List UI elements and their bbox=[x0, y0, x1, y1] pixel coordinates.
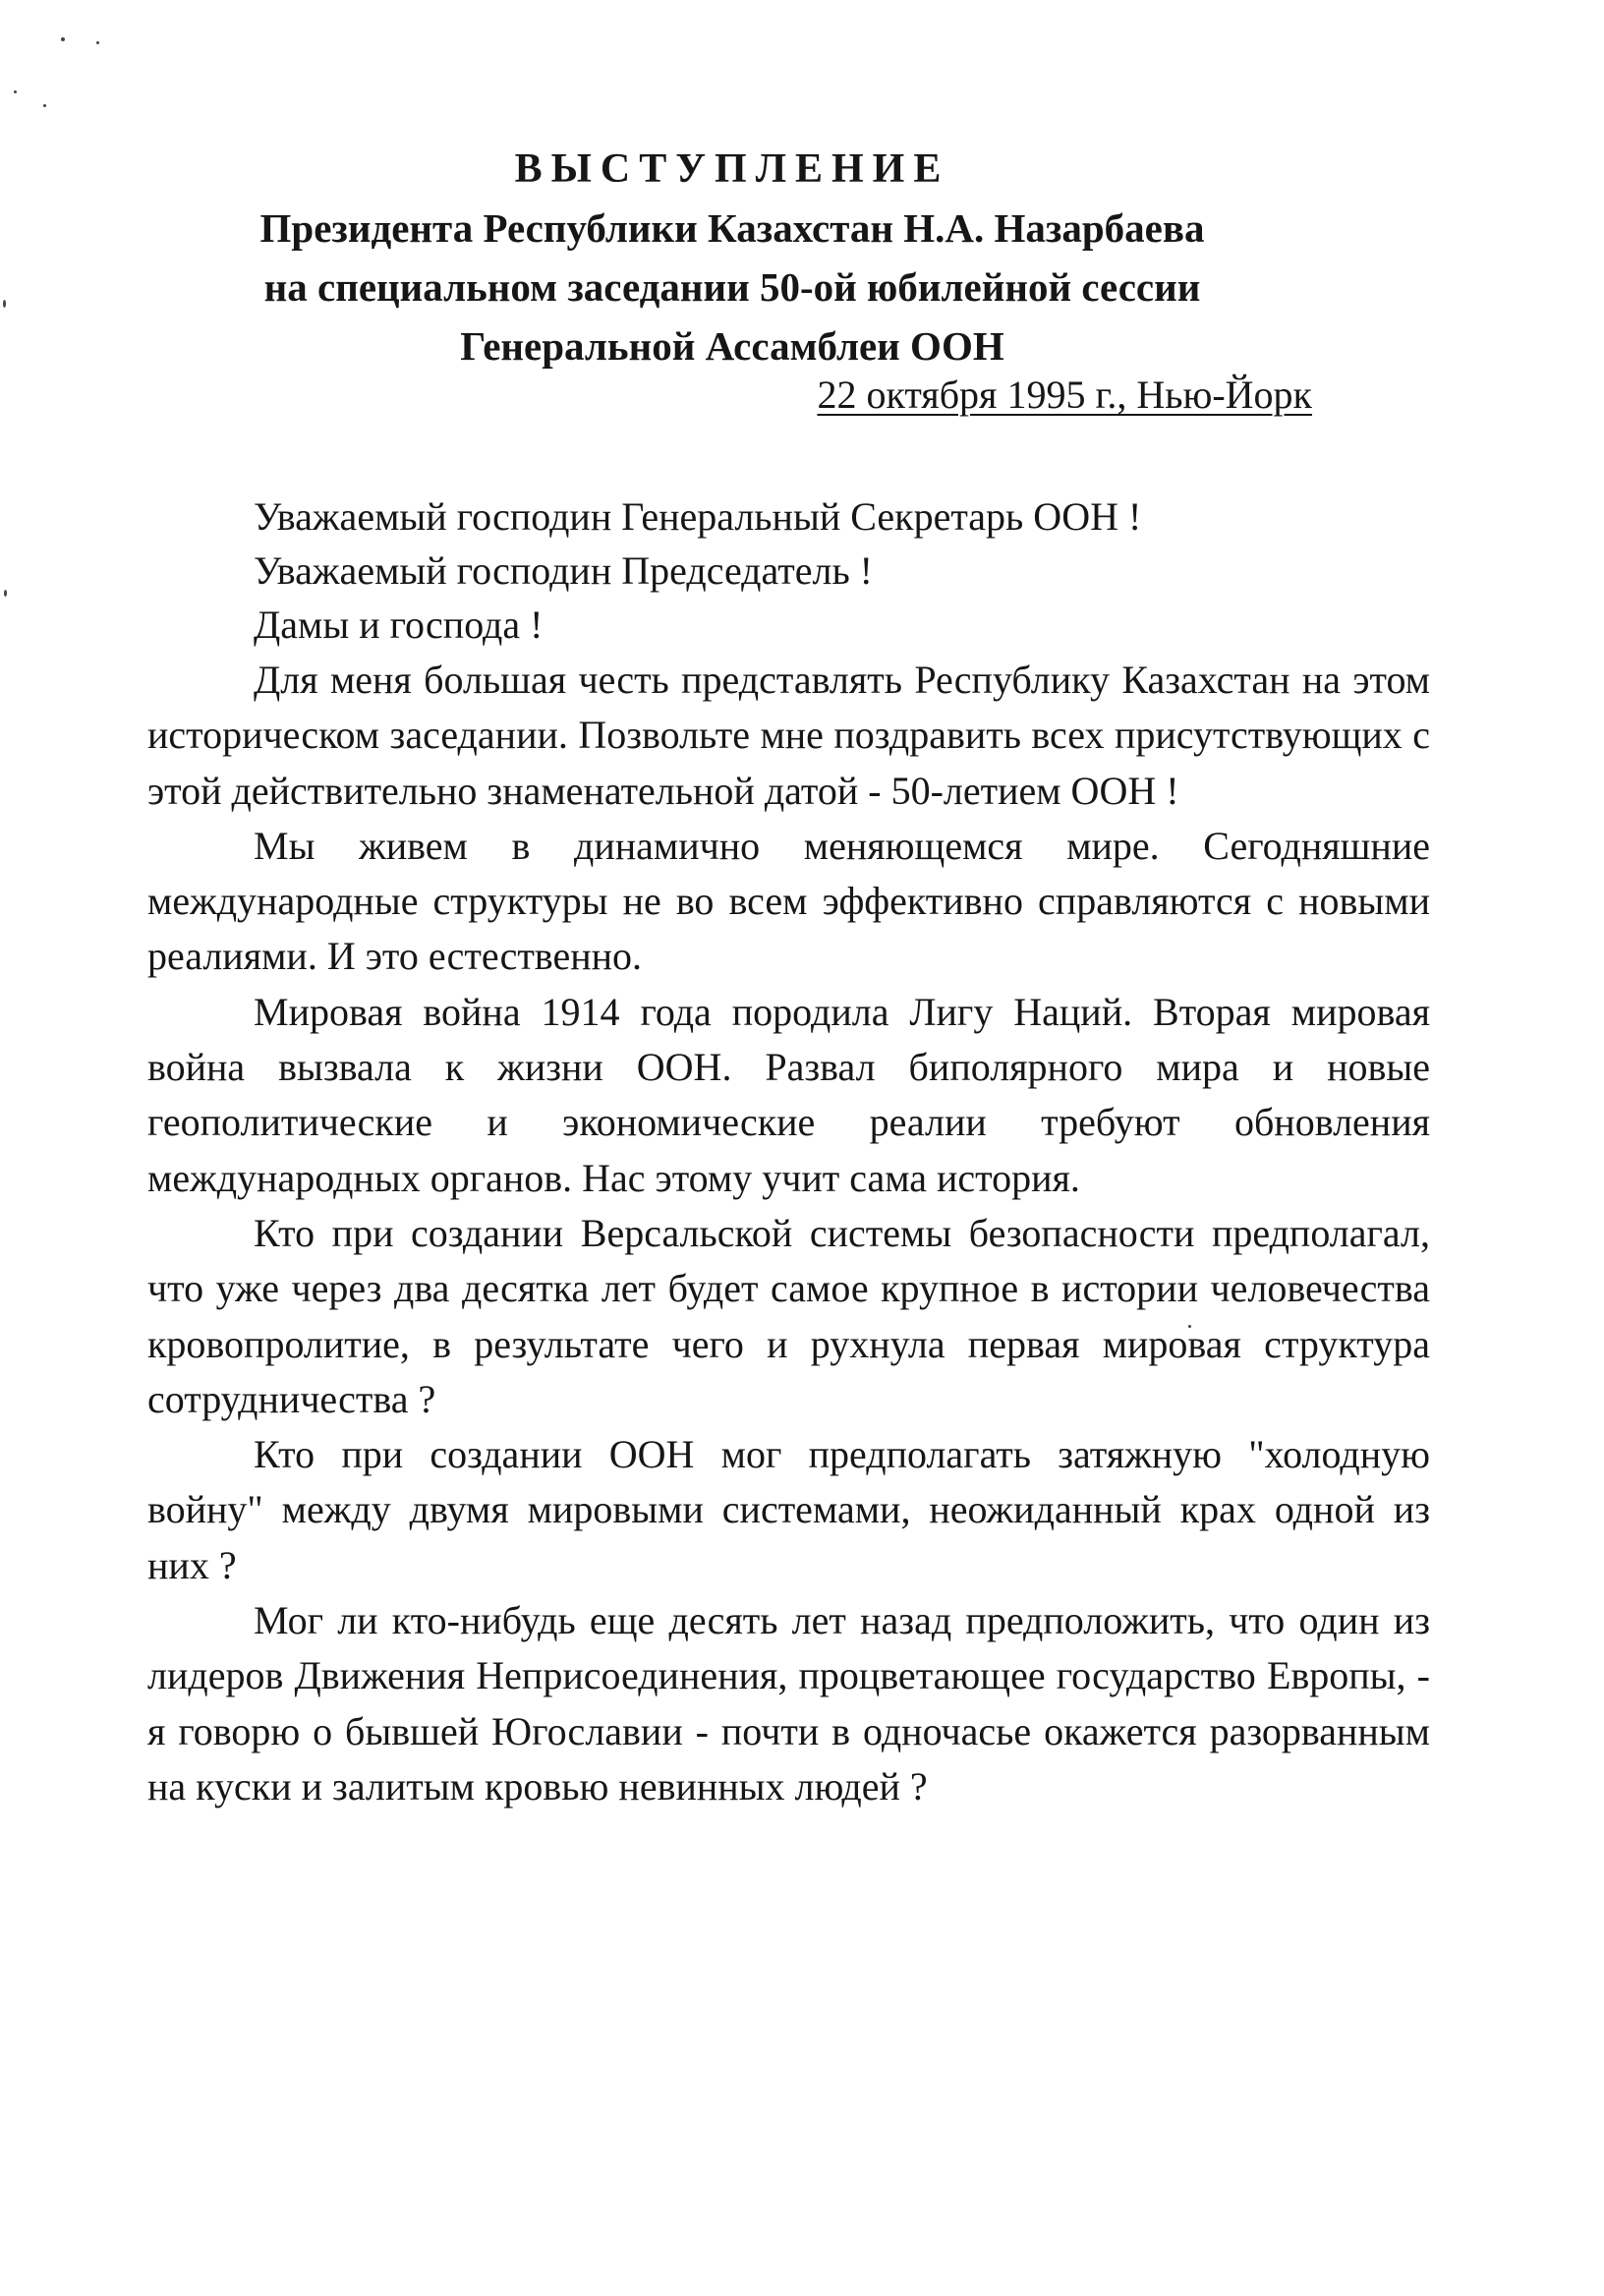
salutation-line: Уважаемый господин Генеральный Секретарь ООН ! bbox=[254, 494, 1142, 539]
scan-speck bbox=[61, 37, 65, 41]
document-header bbox=[147, 140, 1317, 375]
scan-speck bbox=[4, 590, 7, 597]
document-title: ВЫСТУПЛЕНИЕ bbox=[514, 146, 950, 192]
scan-speck bbox=[3, 300, 6, 308]
paragraph: Мог ли кто-нибудь еще десять лет назад предположить, что один из лидеров Движения Неприсоединения, процветающее государство Европы, - я говорю о бывшей Югославии - почти в одночасье окажется разорванным на куски и залитым кровью невинных людей ? bbox=[147, 1598, 1430, 1808]
speech-body bbox=[147, 653, 1430, 1814]
paragraph: Кто при создании Версальской системы безопасности предполагал, что уже через два десятка лет будет самое крупное в истории человечества кровопролитие, в результате чего и рухнула первая мировая структура сотрудничества ? bbox=[147, 1210, 1430, 1421]
header-line-2: на специальном заседании 50-ой юбилейной сессии bbox=[263, 264, 1201, 310]
scan-speck bbox=[43, 104, 46, 107]
paragraph: Мировая война 1914 года породила Лигу Наций. Вторая мировая война вызвала к жизни ООН. Развал биполярного мира и новые геополитические и экономические реалии требуют обновления международных органов. Нас этому учит сама история. bbox=[147, 989, 1430, 1200]
salutation-line: Уважаемый господин Председатель ! bbox=[254, 548, 873, 593]
header-line-1: Президента Республики Казахстан Н.А. Назарбаева bbox=[259, 205, 1205, 251]
paragraph: Для меня большая честь представлять Республику Казахстан на этом историческом заседании. Позвольте мне поздравить всех присутствующих с этой действительно знаменательной датой - 50-летием ООН ! bbox=[147, 658, 1430, 813]
dateline: 22 октября 1995 г., Нью-Йорк bbox=[817, 373, 1312, 417]
scan-speck bbox=[96, 41, 99, 44]
paragraph: Мы живем в динамично меняющемся мире. Сегодняшние международные структуры не во всем эффективно справляются с новыми реалиями. И это естественно. bbox=[147, 823, 1430, 979]
salutation-line: Дамы и господа ! bbox=[254, 603, 544, 647]
paragraph: Кто при создании ООН мог предполагать затяжную "холодную войну" между двумя мировыми системами, неожиданный крах одной из них ? bbox=[147, 1432, 1430, 1587]
scan-speck bbox=[14, 90, 17, 93]
salutations bbox=[254, 489, 1141, 652]
header-line-3: Генеральной Ассамблеи ООН bbox=[460, 323, 1004, 369]
